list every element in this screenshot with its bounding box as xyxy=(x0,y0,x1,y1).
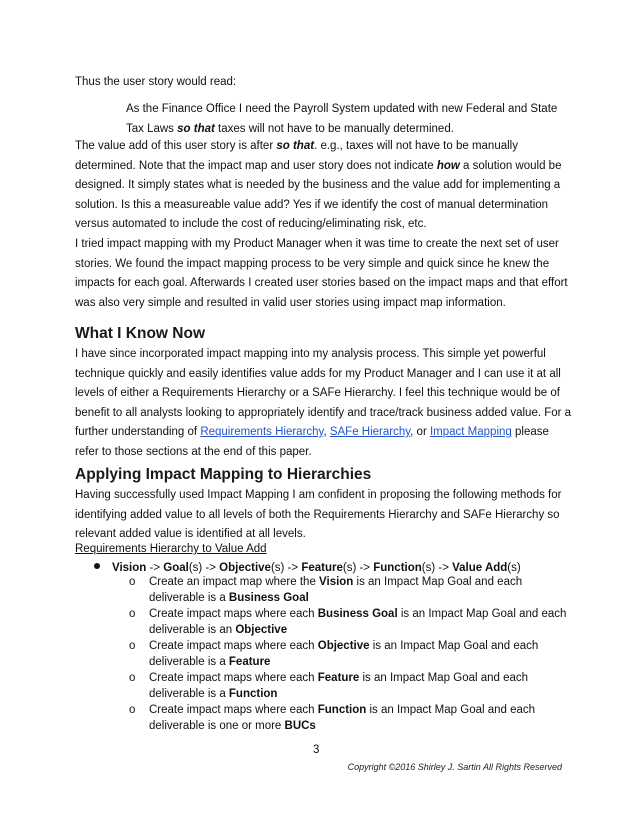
applying-impact-mapping-heading: Applying Impact Mapping to Hierarchies xyxy=(75,466,372,483)
what-i-know-now-body: I have since incorporated impact mapping into my analysis process. This simple yet powerful technique quickly and easily identifies value adds for my Product Manager and I can use it at all levels of either a Requirements Hierarchy or a SAFe Hierarchy. I feel this technique would be of benefit to all analysts looking to appropriately identify and trace/track business added value. For a further understanding of Requirements Hierarchy, SAFe Hierarchy, or Impact Mapping please refer to those sections at the end of this paper. xyxy=(75,348,572,458)
circle-bullet-icon: o xyxy=(129,640,136,652)
list-item: o Create impact maps where each Feature is an Impact Map Goal and each deliverable is a Function xyxy=(129,672,529,700)
list-item: o Create impact maps where each Function is an Impact Map Goal and each deliverable is one or more BUCs xyxy=(129,704,536,732)
safe-hierarchy-link[interactable]: SAFe Hierarchy xyxy=(329,426,411,438)
impact-map-steps-list xyxy=(129,575,574,735)
requirements-hierarchy-subheading: Requirements Hierarchy to Value Add xyxy=(75,543,267,555)
circle-bullet-icon: o xyxy=(129,608,136,620)
user-story-quote xyxy=(126,100,566,139)
hierarchy-chain-bullet: Vision -> Goal(s) -> Objective(s) -> Feature(s) -> Function(s) -> Value Add(s) xyxy=(94,559,574,578)
what-i-know-now-heading: What I Know Now xyxy=(75,325,206,342)
circle-bullet-icon: o xyxy=(129,672,136,684)
list-item: o Create impact maps where each Objective is an Impact Map Goal and each deliverable is a Feature xyxy=(129,640,539,668)
applying-impact-mapping-body: Having successfully used Impact Mapping I am confident in proposing the following methods for identifying added value to all levels of both the Requirements Hierarchy and SAFe Hierarchy so relevant added value is identified at all levels. xyxy=(75,489,562,540)
bullet-dot-icon xyxy=(94,563,100,569)
value-add-paragraph: The value add of this user story is after so that. e.g., taxes will not have to be manually determined. Note that the impact map and user story does not indicate how a solution would be designed. It simply states what is needed by the business and the value add for implementing a solution. Is this a measureable value add? Yes if we identify the cost of manual determination versus automated to include the cost of reducing/eliminating risk, etc. xyxy=(75,140,562,230)
page-number: 3 xyxy=(313,744,320,756)
list-item: o Create an impact map where the Vision is an Impact Map Goal and each deliverable is a Business Goal xyxy=(129,576,523,604)
tried-impact-mapping-paragraph: I tried impact mapping with my Product Manager when it was time to create the next set of user stories. We found the impact mapping process to be very simple and quick since he knew the impacts for each goal. Afterwards I created user stories based on the impact maps and that effort was also very simple and resulted in valid user stories using impact map information. xyxy=(75,238,568,309)
circle-bullet-icon: o xyxy=(129,576,136,588)
user-story-line-2: Tax Laws so that taxes will not have to be manually determined. xyxy=(126,122,454,135)
list-item: o Create impact maps where each Business Goal is an Impact Map Goal and each deliverable is an Objective xyxy=(129,608,567,636)
impact-mapping-link[interactable]: Impact Mapping xyxy=(429,426,512,438)
circle-bullet-icon: o xyxy=(129,704,136,716)
so-that-emphasis: so that xyxy=(177,122,215,135)
intro-text: Thus the user story would read: xyxy=(75,76,237,88)
user-story-line-1: As the Finance Office I need the Payroll System updated with new Federal and State xyxy=(126,103,558,115)
copyright-notice: Copyright ©2016 Shirley J. Sartin All Rights Reserved xyxy=(347,762,562,772)
requirements-hierarchy-link[interactable]: Requirements Hierarchy xyxy=(200,426,324,438)
